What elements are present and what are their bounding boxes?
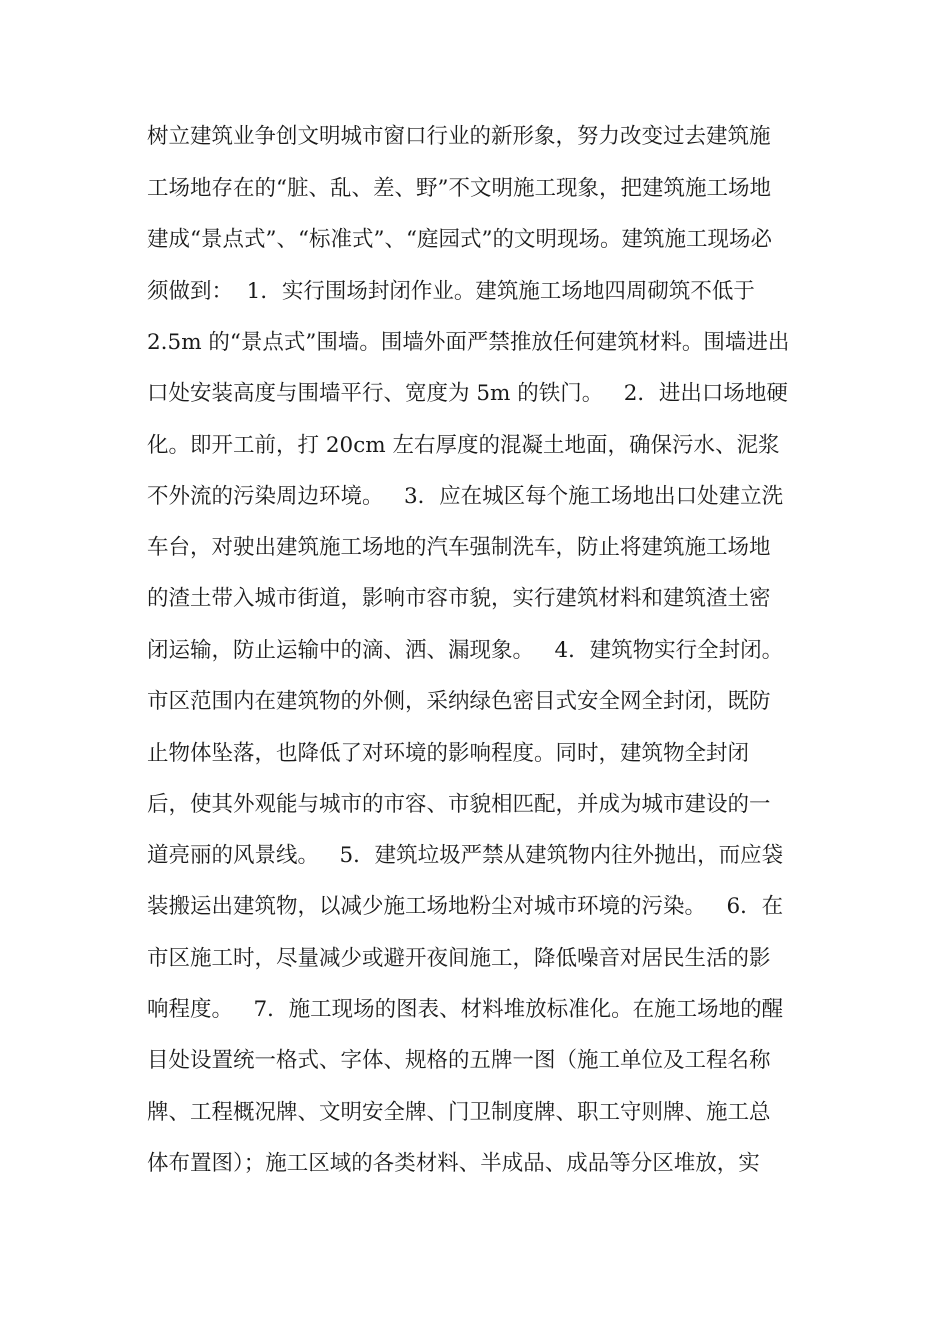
- body-text-line: 2.5m 的“景点式”围墙。围墙外面严禁推放任何建筑材料。围墙进出: [147, 330, 790, 355]
- body-text-line: 止物体坠落，也降低了对环境的影响程度。同时，建筑物全封闭: [147, 741, 750, 766]
- body-text-line: 闭运输，防止运输中的滴、洒、漏现象。 4．建筑物实行全封闭。: [147, 638, 784, 663]
- body-text-line: 须做到： 1．实行围场封闭作业。建筑施工场地四周砌筑不低于: [147, 279, 755, 304]
- body-text-line: 树立建筑业争创文明城市窗口行业的新形象，努力改变过去建筑施: [147, 124, 771, 149]
- body-text-line: 不外流的污染周边环境。 3．应在城区每个施工场地出口处建立洗: [147, 484, 784, 509]
- body-text-line: 建成“景点式”、“标准式”、“庭园式”的文明现场。建筑施工现场必: [147, 227, 772, 252]
- body-text-line: 化。即开工前，打 20cm 左右厚度的混凝土地面，确保污水、泥浆: [147, 433, 780, 458]
- body-text-line: 市区施工时，尽量减少或避开夜间施工，降低噪音对居民生活的影: [147, 946, 771, 971]
- body-text-line: 车台，对驶出建筑施工场地的汽车强制洗车，防止将建筑施工场地: [147, 535, 771, 560]
- body-text-line: 后，使其外观能与城市的市容、市貌相匹配，并成为城市建设的一: [147, 792, 771, 817]
- body-text-line: 道亮丽的风景线。 5．建筑垃圾严禁从建筑物内往外抛出，而应袋: [147, 843, 784, 868]
- body-text-line: 装搬运出建筑物，以减少施工场地粉尘对城市环境的污染。 6．在: [147, 894, 784, 919]
- body-text-line: 体布置图）；施工区域的各类材料、半成品、成品等分区堆放，实: [147, 1151, 760, 1176]
- body-text-line: 响程度。 7．施工现场的图表、材料堆放标准化。在施工场地的醒: [147, 997, 784, 1022]
- body-text-line: 工场地存在的“脏、乱、差、野”不文明施工现象，把建筑施工场地: [147, 176, 771, 201]
- body-text-line: 目处设置统一格式、字体、规格的五牌一图（施工单位及工程名称: [147, 1048, 771, 1073]
- body-text-line: 市区范围内在建筑物的外侧，采纳绿色密目式安全网全封闭，既防: [147, 689, 771, 714]
- body-text-line: 的渣土带入城市街道，影响市容市貌，实行建筑材料和建筑渣土密: [147, 586, 771, 611]
- body-text-line: 口处安装高度与围墙平行、宽度为 5m 的铁门。 2．进出口场地硬: [147, 381, 788, 406]
- body-text-line: 牌、工程概况牌、文明安全牌、门卫制度牌、职工守则牌、施工总: [147, 1100, 771, 1125]
